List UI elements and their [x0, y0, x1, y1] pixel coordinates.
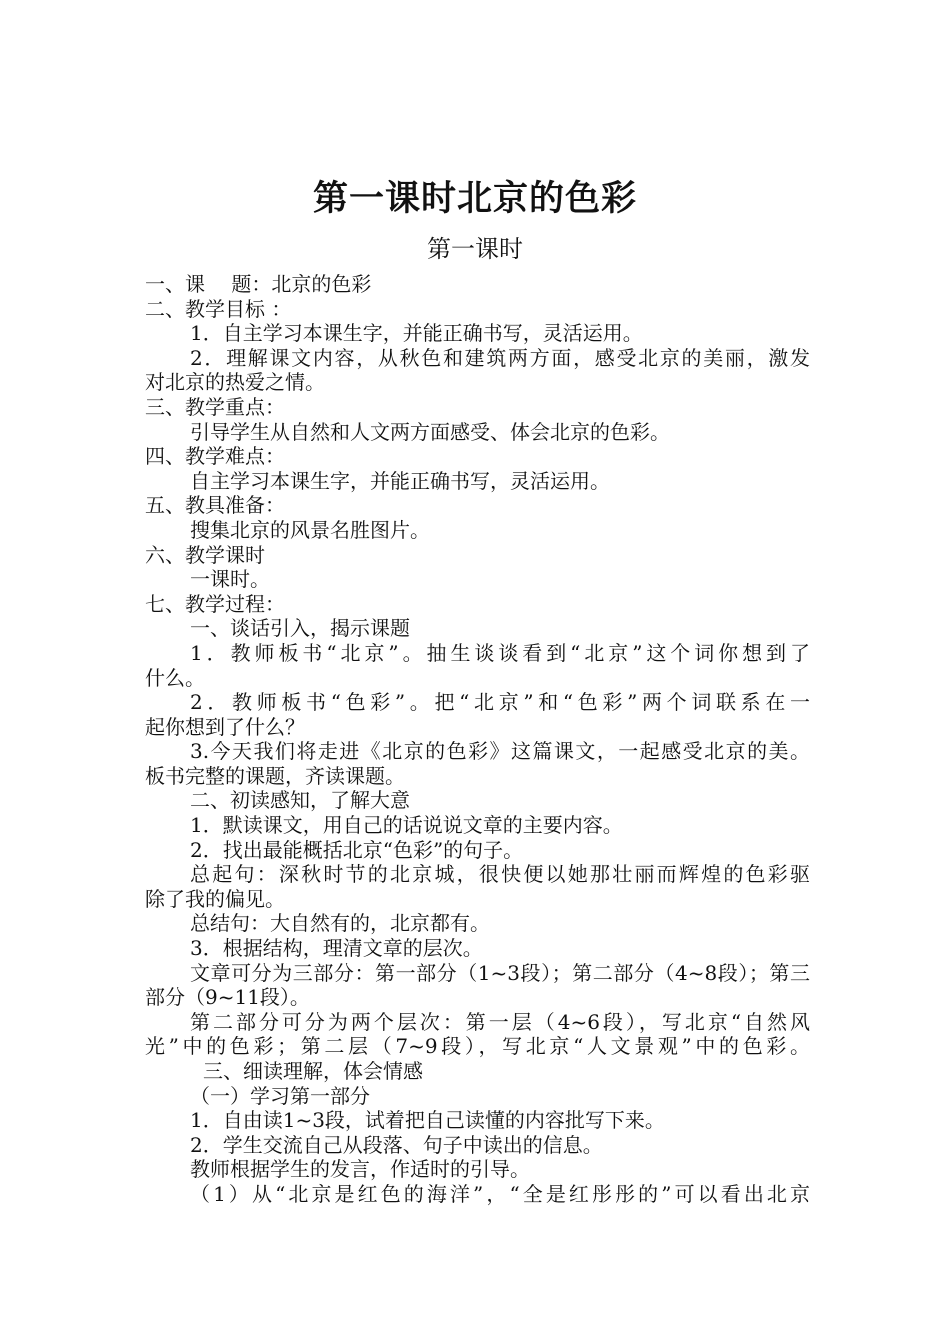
- text-line: 2．找出最能概括北京“色彩”的句子。: [190, 837, 524, 862]
- text-line: 1．自主学习本课生字，并能正确书写，灵活运用。: [190, 321, 643, 346]
- text-line: 1．自由读1~3段，试着把自己读懂的内容批写下来。: [190, 1108, 665, 1133]
- text-line: 1．默读课文，用自己的话说说文章的主要内容。: [190, 813, 623, 838]
- text-line: 教师根据学生的发言，作适时的引导。: [190, 1157, 530, 1182]
- page-subtitle: 第一课时: [427, 235, 523, 263]
- text-line: 二、教学目标 ：: [145, 296, 292, 321]
- text-line: 第二部分可分为两个层次：第一层（4~6段），写北京“自然风: [190, 1009, 810, 1034]
- text-line: 一、谈话引入，揭示课题: [190, 616, 410, 641]
- text-line: 2．教师板书“色彩”。把“北京”和“色彩”两个词联系在一: [190, 690, 810, 715]
- text-line: 五、教具准备：: [145, 493, 285, 518]
- text-line: 搜集北京的风景名胜图片。: [190, 517, 430, 542]
- text-line: 文章可分为三部分：第一部分（1~3段）；第二部分（4~8段）；第三: [190, 960, 810, 985]
- text-line: 四、教学难点：: [145, 444, 285, 469]
- text-line: 起你想到了什么？: [145, 714, 305, 739]
- text-line: 3.今天我们将走进《北京的色彩》这篇课文，一起感受北京的美。: [190, 739, 810, 764]
- text-line: 光”中的色彩；第二层（7~9段），写北京“人文景观”中的色彩。: [145, 1034, 810, 1059]
- text-line: 除了我的偏见。: [145, 886, 285, 911]
- text-line: 什么。: [145, 665, 205, 690]
- text-line: 部分（9~11段）。: [145, 985, 310, 1010]
- text-line: 二、初读感知，了解大意: [190, 788, 410, 813]
- text-line: 总结句：大自然有的，北京都有。: [190, 911, 490, 936]
- text-line: 一课时。: [190, 567, 270, 592]
- text-line: （一）学习第一部分: [190, 1083, 370, 1108]
- document-body: [145, 272, 810, 1207]
- text-line: 3．根据结构，理清文章的层次。: [190, 936, 483, 961]
- text-line: 1．教师板书“北京”。抽生谈谈看到“北京”这个词你想到了: [190, 640, 810, 665]
- text-line: 自主学习本课生字，并能正确书写，灵活运用。: [190, 468, 610, 493]
- text-line: 三、细读理解，体会情感: [203, 1059, 423, 1083]
- text-line: 三、教学重点：: [145, 394, 285, 419]
- text-line: 七、教学过程：: [145, 591, 285, 616]
- text-line: （1）从“北京是红色的海洋”，“全是红彤彤的”可以看出北京: [190, 1181, 810, 1206]
- text-line: 总起句：深秋时节的北京城，很快便以她那壮丽而辉煌的色彩驱: [190, 862, 810, 887]
- text-line: 六、教学课时: [145, 542, 265, 567]
- text-line: 对北京的热爱之情。: [145, 370, 325, 395]
- text-line: 板书完整的课题，齐读课题。: [145, 763, 405, 788]
- text-line: 2．学生交流自己从段落、句子中读出的信息。: [190, 1132, 603, 1157]
- text-line: 引导学生从自然和人文两方面感受、体会北京的色彩。: [190, 419, 670, 444]
- text-line: 一、课 题：北京的色彩: [145, 272, 372, 296]
- page-title: 第一课时北京的色彩: [312, 179, 637, 219]
- text-line: 2．理解课文内容，从秋色和建筑两方面，感受北京的美丽，激发: [190, 345, 810, 370]
